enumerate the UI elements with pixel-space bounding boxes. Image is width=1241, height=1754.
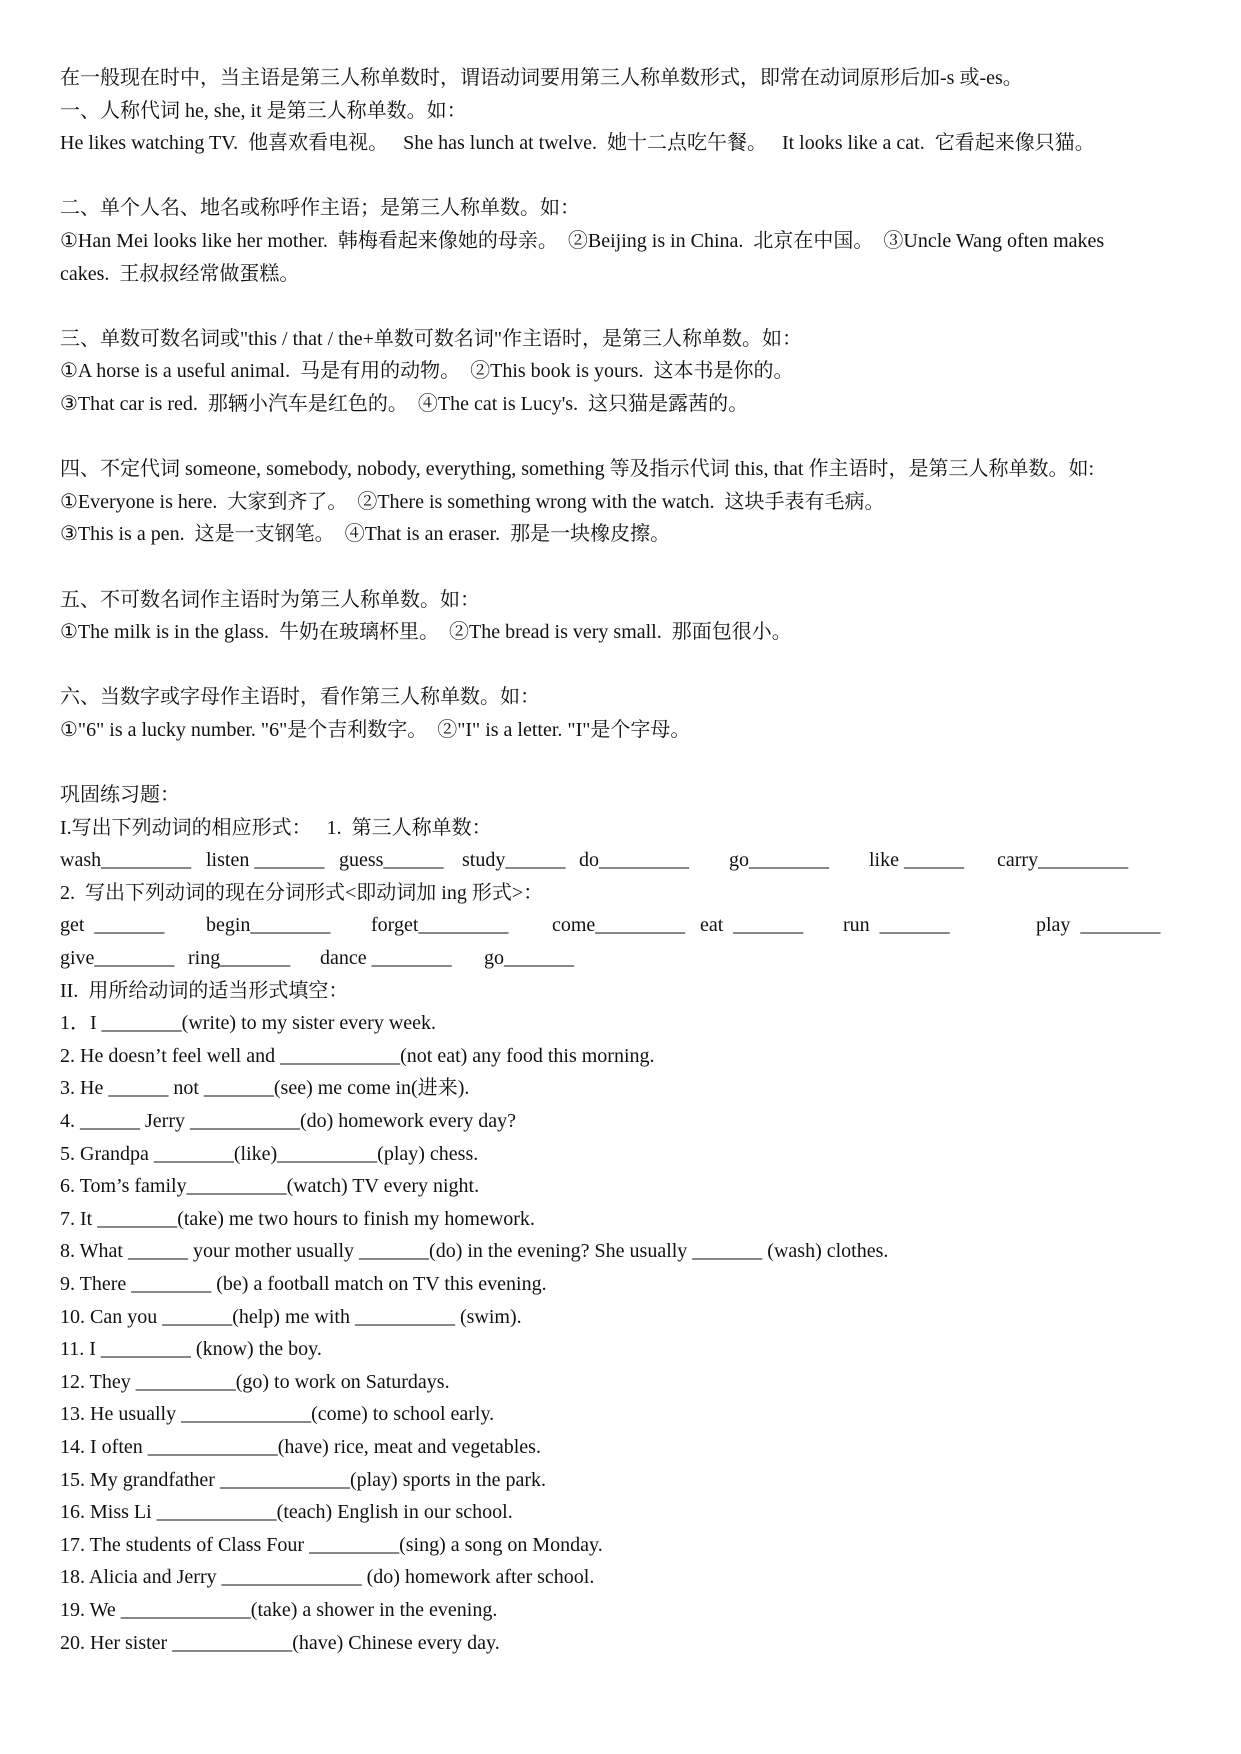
exercise-item[interactable]: 1．I ________(write) to my sister every week. (60, 1012, 437, 1035)
exercise-item[interactable]: 16. Miss Li ____________(teach) English in our school. (60, 1501, 513, 1524)
verb-blank[interactable]: like ______ (869, 849, 964, 872)
exercise-item[interactable]: 7. It ________(take) me two hours to finish my homework. (60, 1207, 535, 1230)
verb-blank[interactable]: go________ (729, 849, 829, 872)
part1-heading: I.写出下列动词的相应形式： 1. 第三人称单数： (60, 816, 492, 839)
verb-blank[interactable]: carry_________ (997, 849, 1129, 872)
rule-heading: 四、不定代词 someone, somebody, nobody, everything, something 等及指示代词 this, that 作主语时，是第三人称单数。如: (60, 458, 1095, 481)
rule-example: ①Everyone is here. 大家到齐了。 ②There is something wrong with the watch. 这块手表有毛病。 (60, 490, 885, 513)
rule-section-3 (60, 323, 1210, 421)
rule-example: He likes watching TV. 他喜欢看电视。 She has lunch at twelve. 她十二点吃午餐。 It looks like a cat. 它看起来像只猫。 (60, 132, 1095, 155)
rule-heading: 二、单个人名、地名或称呼作主语；是第三人称单数。如： (60, 197, 580, 220)
verb-blank[interactable]: run _______ (843, 914, 950, 937)
rule-example: ③This is a pen. 这是一支钢笔。 ④That is an eraser. 那是一块橡皮擦。 (60, 523, 671, 546)
verb-blank[interactable]: dance ________ (320, 947, 452, 970)
exercise-item[interactable]: 8. What ______ your mother usually _______(do) in the evening? She usually _______ (wash) clothes. (60, 1240, 889, 1263)
rule-heading: 三、单数可数名词或"this / that / the+单数可数名词"作主语时，是第三人称单数。如： (60, 327, 803, 350)
rule-example: ①A horse is a useful animal. 马是有用的动物。 ②This book is yours. 这本书是你的。 (60, 360, 794, 383)
rule-section-6 (60, 681, 1210, 746)
rule-heading: 六、当数字或字母作主语时，看作第三人称单数。如： (60, 686, 540, 709)
verb-blank[interactable]: come_________ (552, 914, 686, 937)
verb-blank[interactable]: eat _______ (700, 914, 804, 937)
part2-heading: II. 用所给动词的适当形式填空： (60, 979, 349, 1002)
rule-section-2 (60, 192, 1210, 290)
exercise-item[interactable]: 10. Can you _______(help) me with __________ (swim). (60, 1305, 522, 1328)
verb-blank[interactable]: do_________ (579, 849, 689, 872)
exercise-item[interactable]: 18. Alicia and Jerry ______________ (do) homework after school. (60, 1566, 595, 1589)
blank-line (60, 649, 1210, 682)
blank-line (60, 551, 1210, 584)
blank-line (60, 290, 1210, 323)
exercise-item[interactable]: 20. Her sister ____________(have) Chinese every day. (60, 1631, 500, 1654)
part1-subheading: 2. 写出下列动词的现在分词形式<即动词加 ing 形式>： (60, 881, 544, 904)
exercise-item[interactable]: 15. My grandfather _____________(play) sports in the park. (60, 1468, 547, 1491)
rule-section-4 (60, 453, 1210, 551)
blank-line (60, 421, 1210, 454)
practice-title: 巩固练习题： (60, 784, 180, 807)
verb-row-third-person (60, 844, 1210, 877)
practice-section (60, 779, 1210, 1659)
rule-example: ①Han Mei looks like her mother. 韩梅看起来像她的母亲。 ②Beijing is in China. 北京在中国。 ③Uncle Wang often makes (60, 229, 1105, 252)
verb-blank[interactable]: forget_________ (371, 914, 509, 937)
rule-example: ①The milk is in the glass. 牛奶在玻璃杯里。 ②The bread is very small. 那面包很小。 (60, 621, 792, 644)
rule-section-1 (60, 95, 1210, 160)
rule-heading: 一、人称代词 he, she, it 是第三人称单数。如： (60, 99, 467, 122)
exercise-item[interactable]: 3. He ______ not _______(see) me come in(进来). (60, 1077, 470, 1100)
exercise-item[interactable]: 12. They __________(go) to work on Saturdays. (60, 1370, 450, 1393)
rule-example: cakes. 王叔叔经常做蛋糕。 (60, 262, 300, 285)
exercise-item[interactable]: 5. Grandpa ________(like)__________(play) chess. (60, 1142, 479, 1165)
verb-blank[interactable]: give________ (60, 947, 175, 970)
exercise-item[interactable]: 4. ______ Jerry ___________(do) homework every day? (60, 1110, 517, 1132)
verb-blank[interactable]: guess______ (339, 849, 444, 872)
rule-example: ①"6" is a lucky number. "6"是个吉利数字。 ②"I" is a letter. "I"是个字母。 (60, 718, 691, 741)
blank-line (60, 160, 1210, 193)
exercise-item[interactable]: 19. We _____________(take) a shower in the evening. (60, 1598, 498, 1621)
verb-blank[interactable]: get _______ (60, 914, 165, 937)
verb-blank[interactable]: go_______ (484, 947, 574, 970)
exercise-item[interactable]: 13. He usually _____________(come) to school early. (60, 1403, 495, 1426)
exercise-item[interactable]: 9. There ________ (be) a football match on TV this evening. (60, 1272, 547, 1295)
rule-section-5 (60, 584, 1210, 649)
exercise-item[interactable]: 11. I _________ (know) the boy. (60, 1338, 322, 1361)
verb-row-ing-1 (60, 909, 1210, 942)
exercise-item[interactable]: 17. The students of Class Four _________(sing) a song on Monday. (60, 1533, 603, 1556)
verb-blank[interactable]: ring_______ (188, 947, 291, 970)
verb-blank[interactable]: play ________ (1036, 914, 1161, 937)
verb-blank[interactable]: listen _______ (206, 849, 325, 872)
verb-blank[interactable]: begin________ (206, 914, 331, 937)
blank-line (60, 746, 1210, 779)
document-body (60, 62, 1210, 1659)
verb-row-ing-2 (60, 942, 1210, 975)
verb-blank[interactable]: wash_________ (60, 849, 192, 872)
intro-text: 在一般现在时中，当主语是第三人称单数时，谓语动词要用第三人称单数形式，即常在动词原形后加-s 或-es。 (60, 67, 1023, 89)
exercise-item[interactable]: 6. Tom’s family__________(watch) TV every night. (60, 1175, 480, 1198)
exercise-item[interactable]: 14. I often _____________(have) rice, meat and vegetables. (60, 1435, 541, 1458)
verb-blank[interactable]: study______ (462, 849, 566, 872)
fill-in-list (60, 1007, 1210, 1659)
rule-example: ③That car is red. 那辆小汽车是红色的。 ④The cat is Lucy's. 这只猫是露茜的。 (60, 392, 749, 415)
exercise-item[interactable]: 2. He doesn’t feel well and ____________(not eat) any food this morning. (60, 1044, 655, 1067)
rule-heading: 五、不可数名词作主语时为第三人称单数。如： (60, 588, 480, 611)
